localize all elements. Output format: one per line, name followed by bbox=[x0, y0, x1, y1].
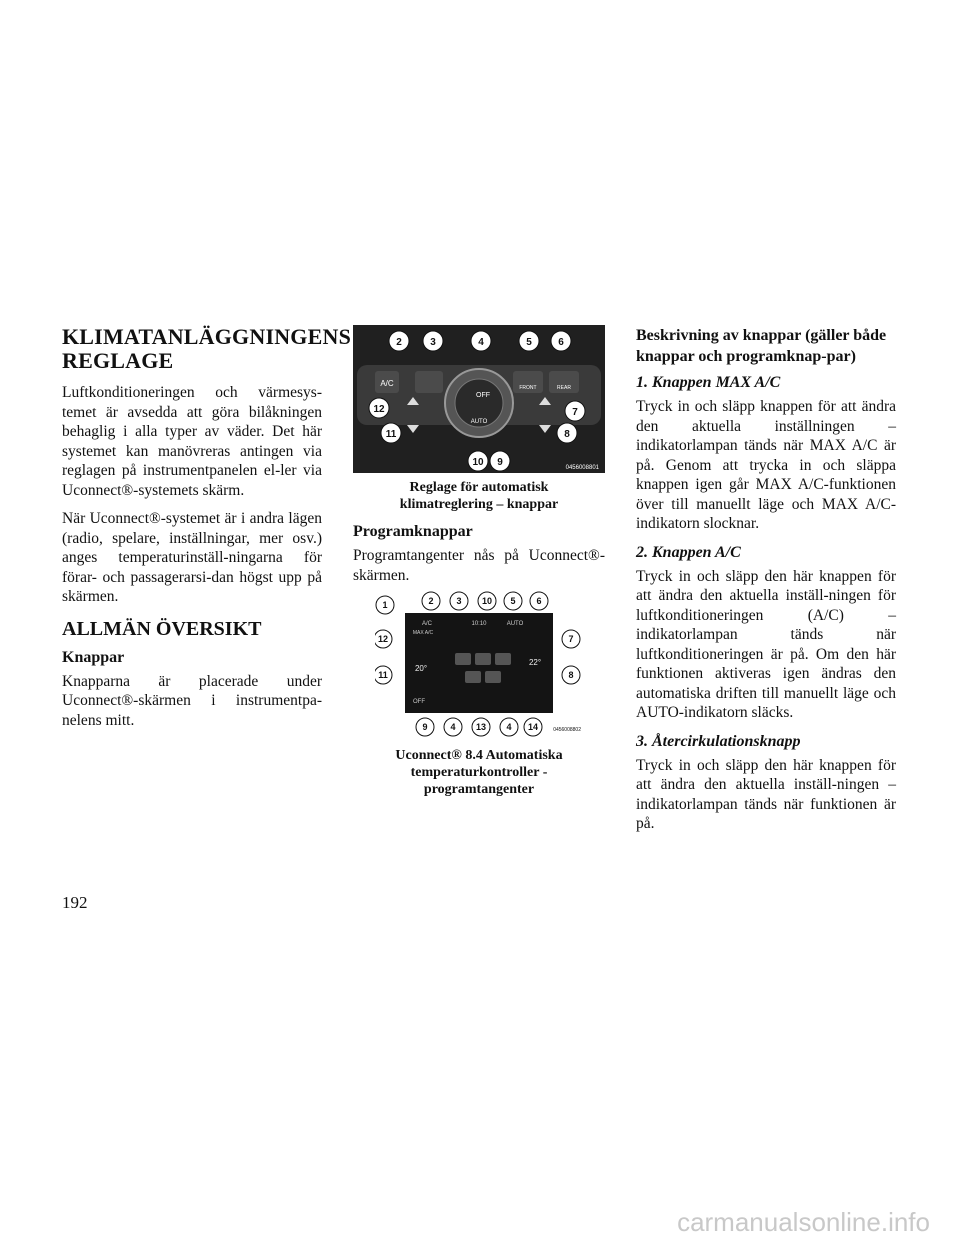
callout-8: 8 bbox=[568, 670, 574, 680]
callout-3: 3 bbox=[456, 596, 462, 606]
watermark: carmanualsonline.info bbox=[677, 1207, 930, 1237]
item3-title: 3. Återcirkulationsknapp bbox=[636, 732, 801, 750]
program-keys-paragraph: Programtangenter nås på Uconnect®-skärmen. bbox=[353, 547, 605, 584]
callout-12: 12 bbox=[373, 404, 385, 415]
buttons-subheading: Knappar bbox=[62, 648, 125, 666]
callout-1: 1 bbox=[382, 600, 388, 610]
item3-text: Tryck in och släpp den här knappen för att ändra den aktuella inställ-ningen – indikatorlampan tänds när funktionen är på. bbox=[636, 756, 896, 832]
callout-2: 2 bbox=[396, 337, 402, 348]
callout-5: 5 bbox=[526, 337, 532, 348]
callout-9: 9 bbox=[497, 457, 503, 468]
screen-auto-label: AUTO bbox=[506, 621, 524, 627]
callout-3: 3 bbox=[430, 337, 436, 348]
modes-paragraph: När Uconnect®-systemet är i andra lägen (radio, spelare, inställningar, mer osv.) anges temperaturinställ-ningarna för förar- och passagerarsi-dan högst upp på skärmen. bbox=[62, 510, 322, 605]
item2-text: Tryck in och släpp den här knappen för att ändra den aktuella inställ-ningen för luftkonditioneringen (A/C) – indikatorlampan tänds när luftkonditioneringen är på. Om den här funktionen aktiveras igen ändras den automatiska driften till manuellt läge och AUTO-indikatorn släcks. bbox=[636, 567, 896, 721]
figure2-caption-line-3: programtangenter bbox=[423, 782, 535, 797]
program-keys-subheading: Programknappar bbox=[353, 523, 473, 540]
screen-time-label: 10:10 bbox=[471, 621, 487, 627]
callout-11: 11 bbox=[385, 429, 397, 440]
screen-max-ac-label: MAX A/C bbox=[412, 630, 434, 636]
callout-10: 10 bbox=[472, 457, 484, 468]
figure2-caption-line-1: Uconnect® 8.4 Automatiska bbox=[395, 748, 563, 763]
callout-7: 7 bbox=[572, 407, 578, 418]
figure1-caption-line-1: Reglage för automatisk bbox=[409, 480, 549, 495]
heading-line-1: KLIMATANLÄGGNINGENS bbox=[62, 324, 352, 349]
screen-temp-left: 20° bbox=[414, 664, 428, 673]
figure-code: 0456008801 bbox=[565, 465, 599, 471]
callout-5: 5 bbox=[510, 596, 516, 606]
front-button-label: FRONT bbox=[519, 385, 537, 391]
callout-6: 6 bbox=[558, 337, 564, 348]
screen-ac-label: A/C bbox=[421, 621, 433, 627]
intro-paragraph: Luftkonditioneringen och värmesys-temet är avsedda att göra bilåkningen behaglig i alla typer av väder. Det här systemet kan manövreras antingen via reglagen på instrumentpanelen el-ler via Uconnect®-systemets skärm. bbox=[62, 384, 322, 499]
buttons-paragraph: Knapparna är placerade under Uconnect®-skärmen i instrumentpa-nelens mitt. bbox=[62, 672, 322, 729]
page-number: 192 bbox=[62, 893, 88, 912]
description-subheading: Beskrivning av knappar (gäller både knappar och programknap-par) bbox=[636, 327, 887, 365]
middle-column bbox=[353, 325, 605, 806]
climate-buttons-figure bbox=[353, 325, 605, 473]
right-column bbox=[636, 325, 896, 843]
callout-7: 7 bbox=[568, 634, 574, 644]
callout-6: 6 bbox=[536, 596, 542, 606]
figure1-caption-line-2: klimatreglering – knappar bbox=[399, 497, 559, 512]
screen-temp-right: 22° bbox=[528, 658, 542, 667]
callout-12: 12 bbox=[377, 634, 389, 644]
heading-line-2: REGLAGE bbox=[62, 348, 174, 373]
callout-4b: 4 bbox=[506, 722, 512, 732]
callout-9: 9 bbox=[422, 722, 428, 732]
uconnect-screen-figure bbox=[375, 591, 585, 741]
auto-button-label: AUTO bbox=[470, 419, 488, 425]
figure2-code: 0456008802 bbox=[553, 727, 581, 733]
callout-8: 8 bbox=[564, 429, 570, 440]
ac-button-label: A/C bbox=[380, 379, 394, 388]
item2-title: 2. Knappen A/C bbox=[636, 543, 741, 561]
callout-4: 4 bbox=[450, 722, 456, 732]
overview-heading: ALLMÄN ÖVERSIKT bbox=[62, 617, 262, 640]
figure2-caption-line-2: temperaturkontroller - bbox=[410, 765, 548, 780]
off-button-label: OFF bbox=[476, 392, 490, 399]
callout-2: 2 bbox=[428, 596, 434, 606]
callout-4: 4 bbox=[478, 337, 484, 348]
section-heading bbox=[62, 324, 352, 373]
screen-off-label: OFF bbox=[413, 699, 425, 705]
item1-title: 1. Knappen MAX A/C bbox=[636, 374, 781, 391]
rear-button-label: REAR bbox=[557, 385, 571, 391]
left-column bbox=[62, 324, 352, 739]
callout-11: 11 bbox=[378, 670, 388, 680]
callout-10: 10 bbox=[481, 596, 493, 606]
callout-14: 14 bbox=[527, 722, 539, 732]
figure2-caption bbox=[353, 747, 605, 798]
callout-13: 13 bbox=[475, 722, 487, 732]
figure1-caption bbox=[353, 479, 605, 513]
item1-text: Tryck in och släpp knappen för att ändra den aktuella inställningen – indikatorlampan tänds när MAX A/C är på. Genom att trycka in och släppa knappen igen går MAX A/C-funktionen över till manuellt läge och MAX A/C-indikatorn slocknar. bbox=[636, 398, 896, 532]
